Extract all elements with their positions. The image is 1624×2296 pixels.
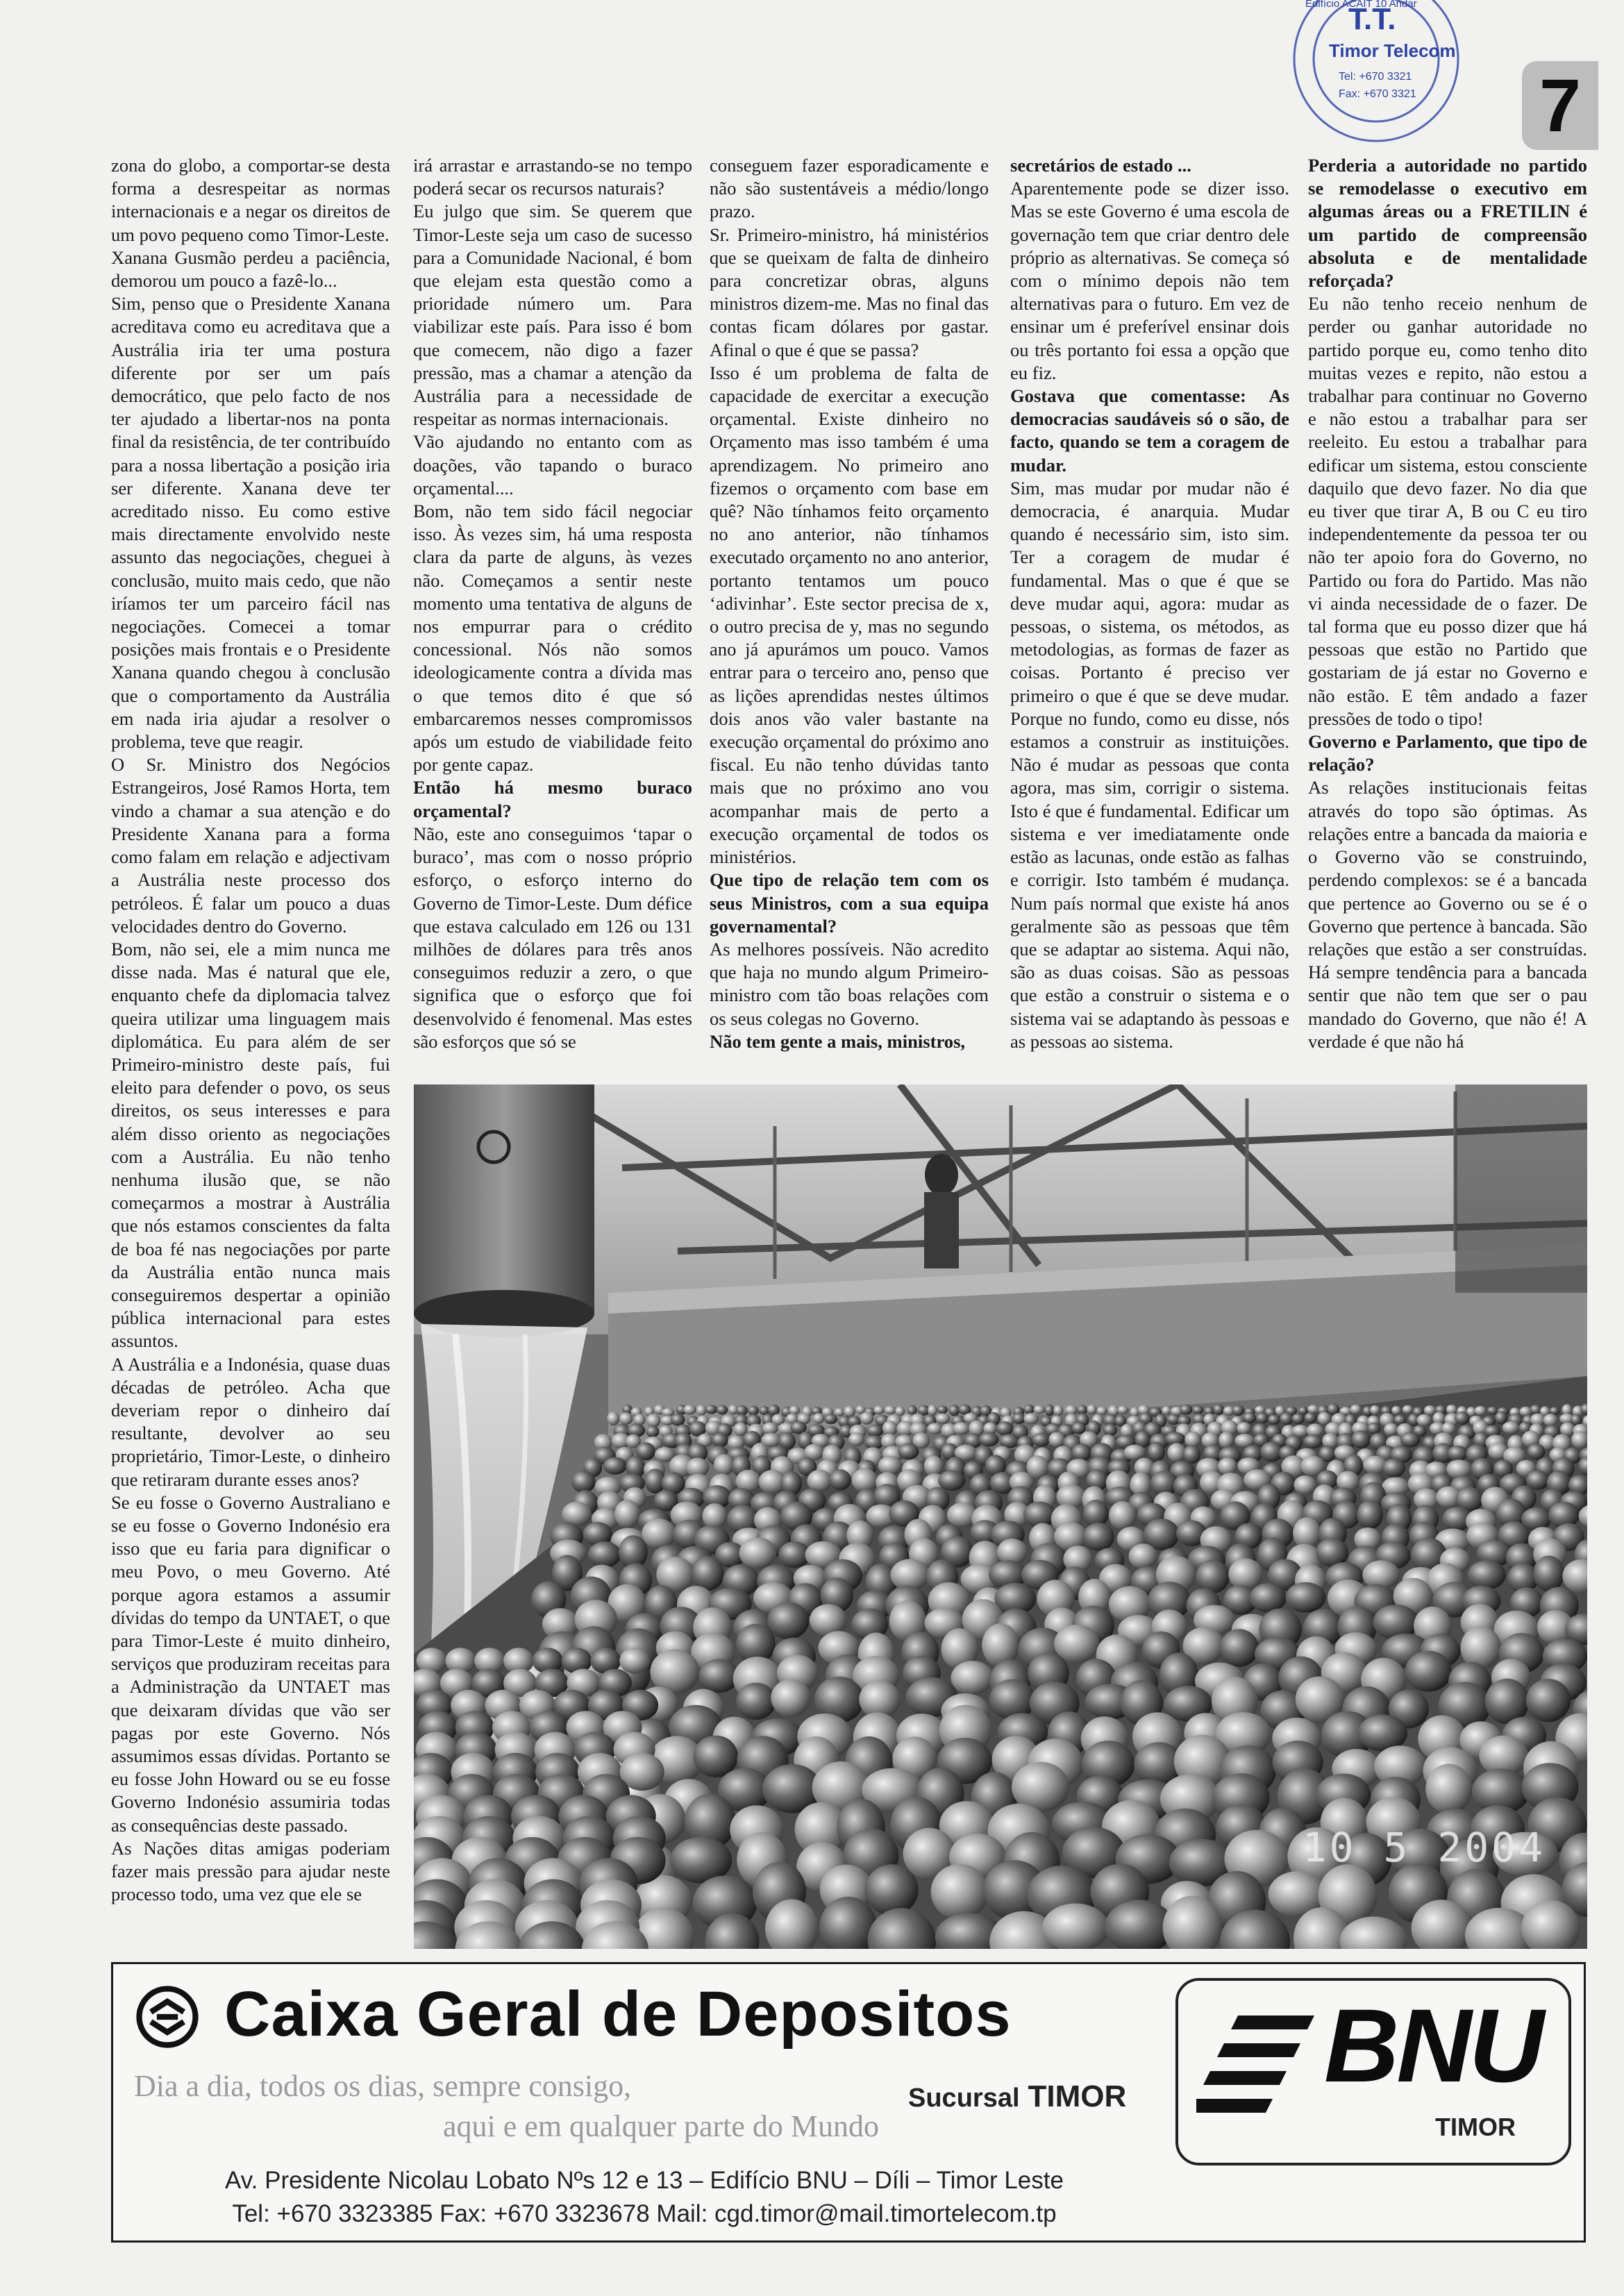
slogan-line-1: Dia a dia, todos os dias, sempre consigo, [134, 2069, 632, 2103]
article-paragraph: Bom, não tem sido fácil negociar isso. Às vezes sim, há uma resposta clara da parte de alguns, às vezes não. Começamos a sentir neste momento uma tentativa de alguns de nos empurrar para o crédito concessional. Nós não somos ideologicamente contra a dívida mas o que temos dito é que só embarcaremos nesses compromissos após um estudo de viabilidade feito por gente capaz. [413, 501, 692, 776]
interview-question: Então há mesmo buraco orçamental? [413, 777, 692, 821]
interview-question: Perderia a autoridade no partido se remodelasse o executivo em algumas áreas ou a FRETILIN é um partido de compreensão absoluta e de mentalidade reforçada? [1308, 155, 1587, 292]
coffee-washing-photo [414, 1084, 1587, 1949]
article-paragraph: As relações institucionais feitas através do topo são óptimas. As relações entre a bancada da maioria e o Governo vão se construindo, perdendo complexos: se é a bancada que pertence ao Governo ou se é o Governo que pertence à bancada. São relações que estão a ser construídas. Há sempre tendência para a bancada sentir que não tem que ser o pau mandado do Governo, que não é! A verdade é que não há [1308, 777, 1587, 1052]
cgd-logo-icon [135, 1985, 199, 2049]
article-paragraph: Eu julgo que sim. Se querem que Timor-Leste seja um caso de sucesso para a Comunidade Nacional, é bom que elejam esta questão como a prioridade número um. Para viabilizar este país. Para isso é bom que comecem, não digo a fazer pressão, mas a chamar a atenção da Austrália para a necessidade de respeitar as normas internacionais. [413, 201, 692, 430]
stamp-line-1: Edifício ACAIT 10 Andar [1305, 0, 1417, 10]
bnu-logo-box [1175, 1978, 1571, 2165]
article-column-3 [710, 154, 989, 1057]
article-paragraph: irá arrastar e arrastando-se no tempo poderá secar os recursos naturais? [413, 155, 692, 199]
page-number: 7 [1539, 63, 1582, 147]
article-column-1 [111, 154, 390, 1966]
slogan-line-2: aqui e em qualquer parte do Mundo [443, 2109, 880, 2143]
branch-prefix: Sucursal [908, 2084, 1020, 2113]
bank-contacts: Tel: +670 3323385 Fax: +670 3323678 Mail: cgd.timor@mail.timortelecom.tp [232, 2200, 1057, 2227]
interview-question: Que tipo de relação tem com os seus Ministros, com a sua equipa governamental? [710, 869, 989, 937]
article-paragraph: Vão ajudando no entanto com as doações, vão tapando o buraco orçamental.... [413, 431, 692, 498]
article-column-2 [413, 154, 692, 1057]
article-paragraph: conseguem fazer esporadicamente e não são sustentáveis a médio/longo prazo. [710, 155, 989, 222]
article-paragraph: Sim, mas mudar por mudar não é democracia, é anarquia. Mudar quando é necessário sim, isto sim. Ter a coragem de mudar é fundamental. Mas o que é que se deve mudar aqui, agora: mudar as pessoas, o sistema, os métodos, as metodologias, as formas de fazer as coisas. Portanto é preciso ver primeiro o que é que se deve mudar. Porque no fundo, como eu disse, nós estamos a construir as instituições. Não é mudar as pessoas que conta agora, mas sim, corrigir o sistema. Isto é que é fundamental. Edificar um sistema e ver imediatamente onde estão as lacunas, onde estão as falhas e corrigir. Isto também é mudança. Num país normal que existe há anos geralmente são as pessoas que têm que se adaptar ao sistema. Aqui não, são as duas coisas. São as pessoas que estão a construir o sistema e o sistema vai se adaptando às pessoas e as pessoas ao sistema. [1010, 477, 1289, 1052]
bnu-subtitle: TIMOR [1435, 2113, 1516, 2141]
article-paragraph: Aparentemente pode se dizer isso. Mas se este Governo é uma escola de governação tem que criar dentro dele próprio as alternativas. Se começa só com o mínimo depois não tem alternativas para o futuro. Em vez de ensinar um é preferível ensinar dois ou três portanto foi essa a opção que eu fiz. [1010, 178, 1289, 383]
stamp-line-3: Tel: +670 3321 [1339, 71, 1412, 83]
article-paragraph: zona do globo, a comportar-se desta forma a desrespeitar as normas internacionais e a negar os direitos de um povo pequeno como Timor-Leste. [111, 155, 390, 245]
stamp-line-4: Fax: +670 3321 [1339, 88, 1416, 100]
article-paragraph: As melhores possíveis. Não acredito que haja no mundo algum Primeiro-ministro com tão boas relações com os seus colegas no Governo. [710, 938, 989, 1029]
stamp-line-2: Timor Telecom [1329, 40, 1456, 61]
bank-address: Av. Presidente Nicolau Lobato Nºs 12 e 13 – Edifício BNU – Díli – Timor Leste [225, 2167, 1064, 2194]
article-paragraph: Se eu fosse o Governo Australiano e se eu fosse o Governo Indonésio era isso que eu faria para dignificar o meu Povo, o meu Governo. Até porque agora estamos a assumir dívidas do tempo da UNTAET, o que para Timor-Leste é muito dinheiro, serviços que produziram receitas para a Administração da UNTAET mas que deixaram dívidas que vão ser pagas por este Governo. Nós assumimos essas dívidas. Portanto se eu fosse John Howard ou se eu fosse Governo Indonésio assumiria todas as consequências deste passado. [111, 1491, 390, 1836]
bnu-logo: BNU [1324, 1987, 1541, 2104]
bnu-stripes-icon [1196, 2009, 1314, 2113]
article-paragraph: O Sr. Ministro dos Negócios Estrangeiros, José Ramos Horta, tem vindo a chamar a sua atenção e do Presidente Xanana para a forma como falam em relação e adjectivam a Austrália neste processo dos petróleos. É falar um pouco a duas velocidades dentro do Governo. [111, 754, 390, 937]
company-stamp [1272, 0, 1487, 153]
article-paragraph: Sim, penso que o Presidente Xanana acreditava como eu acreditava que a Austrália iria ter uma postura diferente por ser um país democrático, que pelo facto de nos ter ajudado a libertar-nos na ponta final da resistência, de ter contribuído para a nossa libertação a posição iria ser diferente. Xanana deve ter acreditado nisso. Eu como estive mais directamente envolvido neste assunto das negociações, cheguei à conclusão, muito mais cedo, que não iríamos ter um parceiro fácil nas negociações. Comecei a tomar posições mais frontais e o Presidente Xanana quando chegou à conclusão que o comportamento da Austrália em nada iria ajudar a resolver o problema, teve que reagir. [111, 293, 390, 753]
article-paragraph: Isso é um problema de falta de capacidade de exercitar a execução orçamental. Existe dinheiro no Orçamento mas isso também é uma aprendizagem. No primeiro ano fizemos o orçamento com base em quê? Não tínhamos feito orçamento no ano anterior, não tínhamos executado orçamento no ano anterior, portanto tentamos um pouco ‘adivinhar’. Este sector precisa de x, o outro precisa de y, mas no segundo ano já apurámos um pouco. Vamos entrar para o terceiro ano, penso que as lições aprendidas nestes últimos dois anos vão valer bastante na execução orçamental do próximo ano fiscal. Eu não tenho dúvidas tanto mais que no próximo ano vou acompanhar mais de perto a execução orçamental de todos os ministérios. [710, 362, 989, 868]
branch-label [908, 2079, 1126, 2114]
article-paragraph: Xanana Gusmão perdeu a paciência, demorou um pouco a fazê-lo... [111, 246, 390, 292]
branch-name: TIMOR [1028, 2079, 1127, 2113]
interview-question: Gostava que comentasse: As democracias saudáveis só o são, de facto, quando se tem a coragem de mudar. [1010, 385, 1289, 476]
article-column-4 [1010, 154, 1289, 1057]
article-column-5 [1308, 154, 1587, 1057]
photo-date-stamp: 10 5 2004 [1302, 1824, 1546, 1871]
article-paragraph: A Austrália e a Indonésia, quase duas décadas de petróleo. Acha que deveriam repor o dinheiro daí resultante, devolver ao seu proprietário, Timor-Leste, o dinheiro que retiraram durante esses anos? [111, 1353, 390, 1490]
bank-name: Caixa Geral de Depositos [224, 1979, 1012, 2050]
article-paragraph: Bom, não sei, ele a mim nunca me disse nada. Mas é natural que ele, enquanto chefe da diplomacia talvez queira utilizar uma linguagem mais diplomática. Eu para além de ser Primeiro-ministro deste país, fui eleito para defender o povo, os seus direitos, os seus interesses e para além disso oriento as negociações com a Austrália. Eu não tenho nenhuma ilusão que, se não começarmos a mostrar à Austrália que nós estamos conscientes da falta de boa fé nas negociações por parte da Austrália então nunca mais conseguiremos despertar a opinião pública internacional para estes assuntos. [111, 938, 390, 1352]
interview-question: Governo e Parlamento, que tipo de relação? [1308, 731, 1587, 776]
page-number-tab [1522, 61, 1598, 150]
article-paragraph: Não, este ano conseguimos ‘tapar o buraco’, mas com o nosso próprio esforço, o esforço interno do Governo de Timor-Leste. Dum défice que estava calculado em 126 ou 131 milhões de dólares para três anos conseguimos reduzir a zero, o que significa que o esforço que foi desenvolvido é fenomenal. Mas estes são esforços que só se [413, 823, 692, 1052]
article-paragraph: Sr. Primeiro-ministro, há ministérios que se queixam de falta de dinheiro para concretizar obras, alguns ministros dizem-me. Mas no final das contas ficam dólares por gastar. Afinal o que é que se passa? [710, 224, 989, 360]
interview-question: secretários de estado ... [1010, 155, 1191, 176]
article-paragraph: Eu não tenho receio nenhum de perder ou ganhar autoridade no partido porque eu, como tenho dito muitas vezes e repito, não estou a trabalhar para continuar no Governo e não estou a trabalhar para ser reeleito. Eu estou a trabalhar para edificar um sistema, estou consciente daquilo que devo fazer. No dia que eu tiver que tirar A, B ou C eu tiro independentemente da pessoa ter ou não ter apoio fora do Governo, no Partido ou fora do Partido. Mas não vi ainda necessidade de o fazer. De tal forma que eu posso dizer que há pessoas que estão no Partido que gostariam de já estar no Governo e não estão. E têm andado a fazer pressões de todo o tipo! [1308, 293, 1587, 729]
article-paragraph: As Nações ditas amigas poderiam fazer mais pressão para ajudar neste processo todo, uma vez que ele se [111, 1837, 390, 1905]
bank-advertisement [111, 1962, 1586, 2243]
interview-question: Não tem gente a mais, ministros, [710, 1030, 966, 1052]
stamp-logo: T.T. [1348, 2, 1396, 36]
